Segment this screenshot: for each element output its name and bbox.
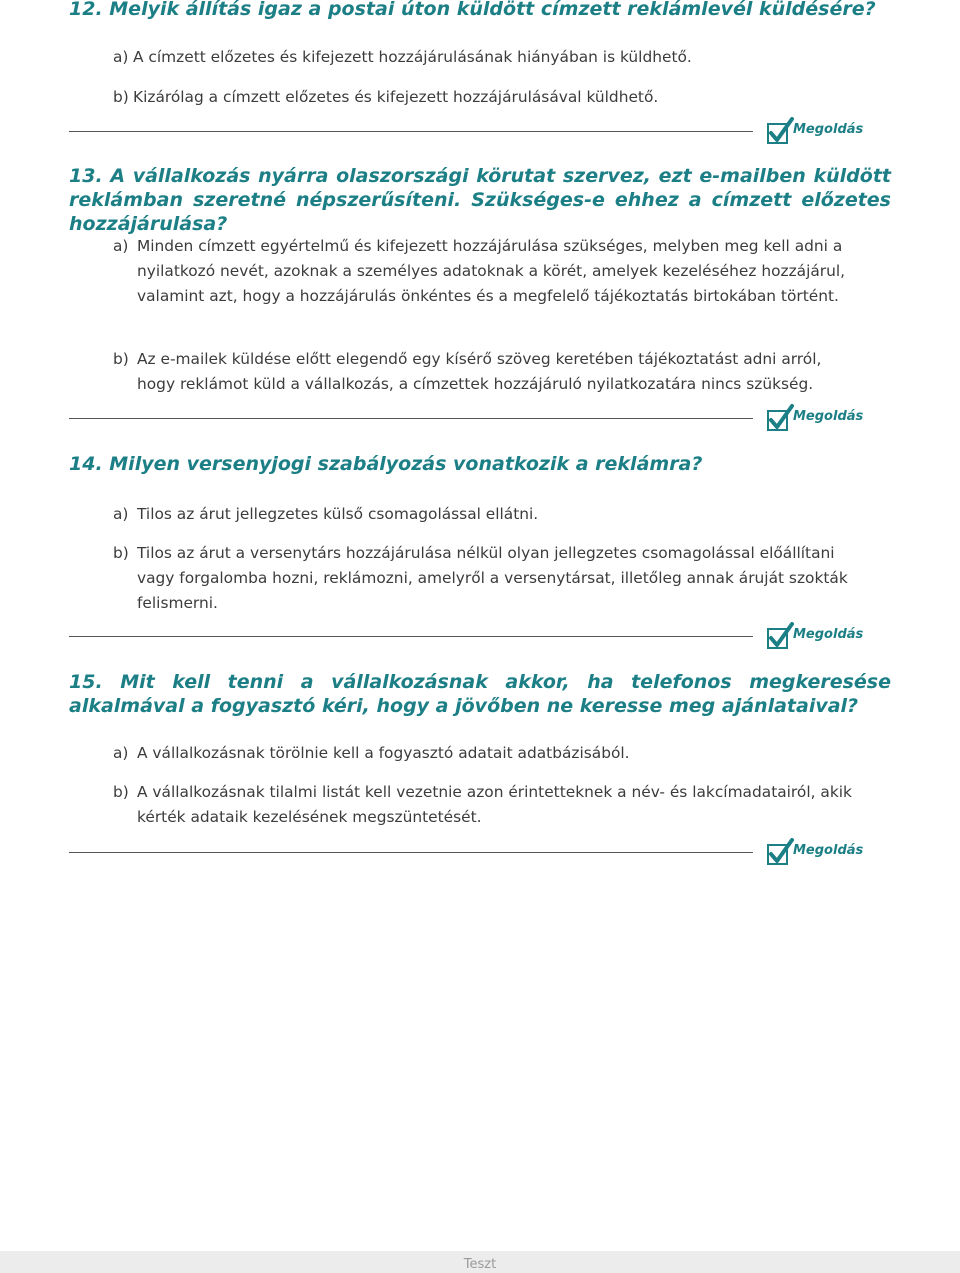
answer-line [69, 852, 753, 853]
checkmark-box-icon [766, 837, 796, 867]
option-letter: a) [113, 48, 129, 66]
solution-label: Megoldás [793, 843, 864, 858]
option-letter: b) [113, 88, 129, 106]
checkmark-box-icon [766, 403, 796, 433]
question-12-title: 12. Melyik állítás igaz a postai úton küldött címzett reklámlevél küldésére? [69, 0, 876, 20]
question-13-option-b[interactable] [113, 347, 863, 397]
solution-link[interactable] [766, 403, 866, 433]
option-text: A címzett előzetes és kifejezett hozzájárulásának hiányában is küldhető. [133, 48, 692, 66]
option-letter: b) [113, 783, 129, 801]
option-letter: a) [113, 237, 129, 255]
question-15-option-b[interactable] [113, 780, 853, 830]
option-text: Kizárólag a címzett előzetes és kifejezett hozzájárulásával küldhető. [133, 88, 659, 106]
option-text: A vállalkozásnak tilalmi listát kell vezetnie azon érintetteknek a név- és lakcímadatairól, akik kérték adataik kezelésének megszüntetését. [137, 783, 852, 826]
answer-line [69, 131, 753, 132]
option-letter: a) [113, 505, 129, 523]
question-14-option-a[interactable] [113, 502, 853, 527]
question-13-option-a[interactable] [113, 234, 853, 309]
option-text: Az e-mailek küldése előtt elegendő egy kísérő szöveg keretében tájékoztatást adni arról, hogy reklámot küld a vállalkozás, a címzettek hozzájáruló nyilatkozatára nincs szükség. [137, 350, 822, 393]
solution-link[interactable] [766, 621, 866, 651]
question-15-option-a[interactable] [113, 741, 853, 766]
option-letter: b) [113, 544, 129, 562]
checkmark-box-icon [766, 116, 796, 146]
solution-label: Megoldás [793, 409, 864, 424]
question-13-title: 13. A vállalkozás nyárra olaszországi körutat szervez, ezt e-mailben küldött reklámban szeretné népszerűsíteni. Szükséges-e ehhez a címzett előzetes hozzájárulása? [69, 165, 891, 235]
option-text: Minden címzett egyértelmű és kifejezett hozzájárulása szükséges, melyben meg kell adni a nyilatkozó nevét, azoknak a személyes adatoknak a körét, amelyek kezeléséhez hozzájárul, valamint azt, hogy a hozzájárulás önkéntes és a megfelelő tájékoztatás birtokában történt. [137, 237, 846, 305]
option-text: A vállalkozásnak törölnie kell a fogyasztó adatait adatbázisából. [137, 744, 630, 762]
answer-line [69, 636, 753, 637]
option-text: Tilos az árut a versenytárs hozzájárulása nélkül olyan jellegzetes csomagolással előállítani vagy forgalomba hozni, reklámozni, amelyről a versenytársat, illetőleg annak áruját szokták felismerni. [137, 544, 848, 612]
solution-link[interactable] [766, 116, 866, 146]
checkmark-box-icon [766, 621, 796, 651]
question-12-option-b[interactable] [113, 85, 873, 110]
solution-label: Megoldás [793, 627, 864, 642]
solution-label: Megoldás [793, 122, 864, 137]
option-letter: b) [113, 350, 129, 368]
question-12-option-a[interactable] [113, 45, 873, 70]
footer-label: Teszt [463, 1257, 497, 1272]
option-text: Tilos az árut jellegzetes külső csomagolással ellátni. [137, 505, 539, 523]
question-14-title: 14. Milyen versenyjogi szabályozás vonatkozik a reklámra? [69, 453, 703, 475]
answer-line [69, 418, 753, 419]
question-14-option-b[interactable] [113, 541, 853, 616]
solution-link[interactable] [766, 837, 866, 867]
question-15-title: 15. Mit kell tenni a vállalkozásnak akkor, ha telefonos megkeresése alkalmával a fogyasztó kéri, hogy a jövőben ne keresse meg ajánlataival? [69, 671, 891, 717]
option-letter: a) [113, 744, 129, 762]
